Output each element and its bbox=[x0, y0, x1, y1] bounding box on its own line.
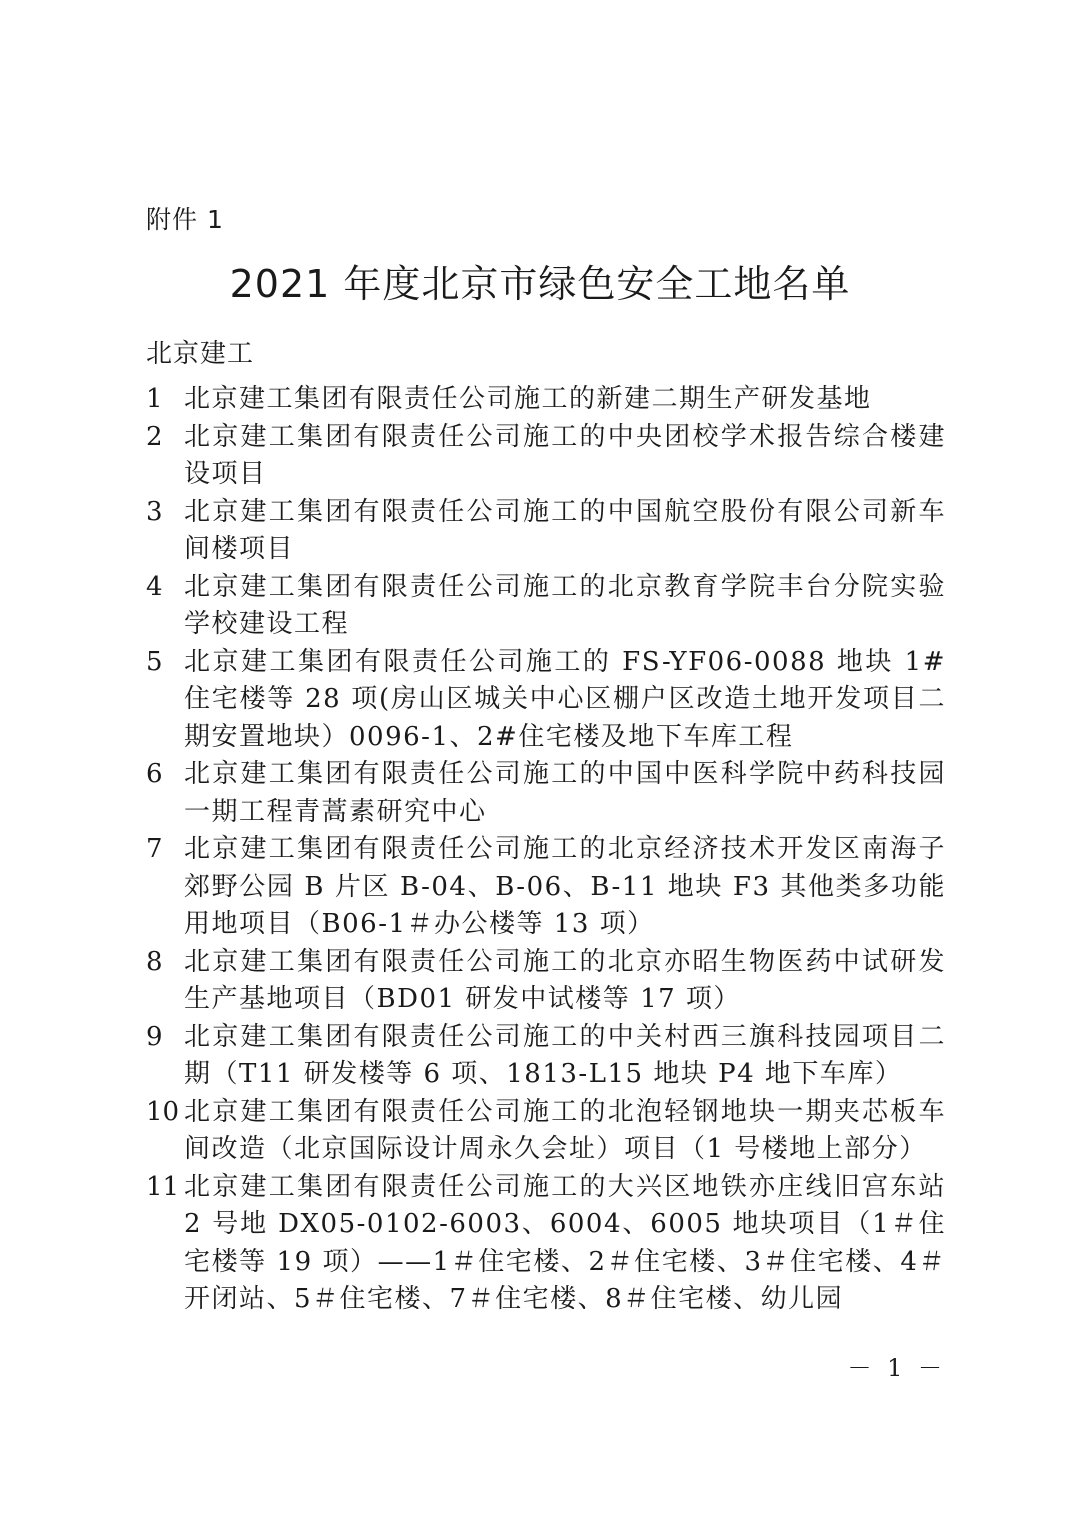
list-item bbox=[146, 644, 946, 757]
item-number: 10 bbox=[146, 1096, 180, 1127]
list-item bbox=[146, 1019, 946, 1094]
attachment-label: 附件 1 bbox=[146, 205, 224, 234]
item-text: 北京建工集团有限责任公司施工的中关村西三旗科技园项目二期（T11 研发楼等 6 项、1813-L15 地块 P4 地下车库） bbox=[184, 1021, 946, 1089]
item-text: 北京建工集团有限责任公司施工的中国航空股份有限公司新车间楼项目 bbox=[184, 496, 946, 564]
item-text: 北京建工集团有限责任公司施工的新建二期生产研发基地 bbox=[184, 384, 872, 414]
list-item bbox=[146, 419, 946, 494]
item-number: 8 bbox=[146, 946, 163, 977]
item-text: 北京建工集团有限责任公司施工的中央团校学术报告综合楼建设项目 bbox=[184, 421, 946, 489]
item-text: 北京建工集团有限责任公司施工的北京经济技术开发区南海子郊野公园 B 片区 B-04、B-06、B-11 地块 F3 其他类多功能用地项目（B06-1＃办公楼等 13 项） bbox=[184, 834, 946, 939]
item-text: 北京建工集团有限责任公司施工的中国中医科学院中药科技园一期工程青蒿素研究中心 bbox=[184, 759, 946, 827]
item-number: 9 bbox=[146, 1021, 163, 1052]
list-item bbox=[146, 494, 946, 569]
section-heading: 北京建工 bbox=[146, 339, 255, 369]
list-item bbox=[146, 1094, 946, 1169]
list-item bbox=[146, 1169, 946, 1319]
document-title: 2021 年度北京市绿色安全工地名单 bbox=[229, 262, 851, 306]
item-number: 3 bbox=[146, 496, 163, 527]
item-text: 北京建工集团有限责任公司施工的大兴区地铁亦庄线旧宫东站 2 号地 DX05-0102-6003、6004、6005 地块项目（1＃住宅楼等 19 项）——1＃住宅楼、2＃住宅楼、3＃住宅楼、4＃开闭站、5＃住宅楼、7＃住宅楼、8＃住宅楼、幼儿园 bbox=[184, 1171, 946, 1314]
list-item bbox=[146, 381, 946, 419]
item-number: 6 bbox=[146, 759, 163, 789]
list-item bbox=[146, 831, 946, 944]
item-number: 4 bbox=[146, 571, 163, 602]
item-number: 1 bbox=[146, 384, 163, 414]
item-text: 北京建工集团有限责任公司施工的北泡轻钢地块一期夹芯板车间改造（北京国际设计周永久会址）项目（1 号楼地上部分） bbox=[184, 1096, 946, 1164]
item-text: 北京建工集团有限责任公司施工的北京亦昭生物医药中试研发生产基地项目（BD01 研发中试楼等 17 项） bbox=[184, 946, 946, 1014]
page-number: － 1 － bbox=[847, 1354, 946, 1382]
item-number: 7 bbox=[146, 834, 163, 864]
item-number: 2 bbox=[146, 421, 163, 452]
project-list bbox=[146, 381, 946, 1319]
list-item bbox=[146, 756, 946, 831]
item-text: 北京建工集团有限责任公司施工的北京教育学院丰台分院实验学校建设工程 bbox=[184, 571, 946, 639]
item-number: 11 bbox=[146, 1171, 180, 1202]
item-number: 5 bbox=[146, 646, 163, 677]
list-item bbox=[146, 569, 946, 644]
list-item bbox=[146, 944, 946, 1019]
item-text: 北京建工集团有限责任公司施工的 FS-YF06-0088 地块 1#住宅楼等 28 项(房山区城关中心区棚户区改造土地开发项目二期安置地块）0096-1、2#住宅楼及地下车库工程 bbox=[184, 646, 946, 752]
